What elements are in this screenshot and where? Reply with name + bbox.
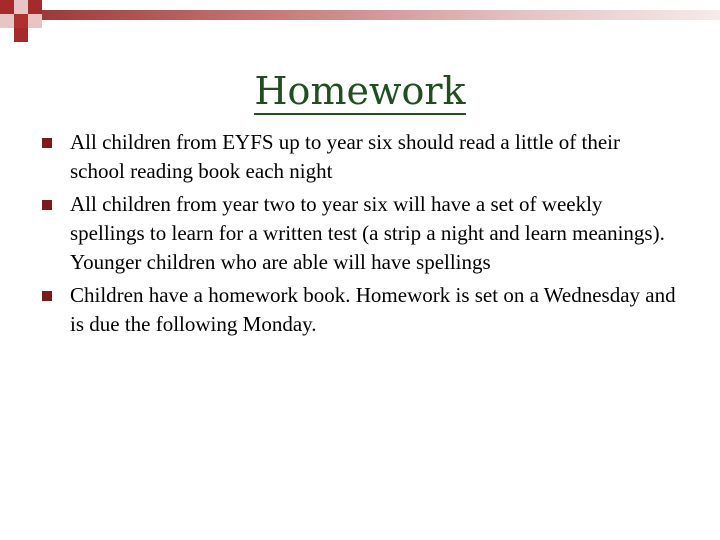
- bullet-text: All children from EYFS up to year six should read a little of their school reading book each night: [70, 130, 620, 183]
- decorative-square: [14, 14, 28, 28]
- decorative-header-bar: [42, 10, 720, 20]
- decorative-square: [28, 14, 42, 28]
- decorative-square: [0, 0, 14, 14]
- bullet-item-reading: [40, 128, 680, 186]
- bullet-text: Children have a homework book. Homework is set on a Wednesday and is due the following Monday.: [70, 283, 676, 336]
- decorative-square: [14, 0, 28, 14]
- slide-title: [0, 66, 720, 116]
- bullet-list: [40, 128, 680, 343]
- decorative-square: [28, 0, 42, 14]
- square-bullet-icon: [42, 291, 52, 301]
- decorative-square: [0, 14, 14, 28]
- decorative-square: [14, 28, 28, 42]
- square-bullet-icon: [42, 200, 52, 210]
- bullet-item-spellings: [40, 190, 680, 277]
- square-bullet-icon: [42, 138, 52, 148]
- bullet-text: All children from year two to year six will have a set of weekly spellings to learn for a written test (a strip a night and learn meanings). Younger children who are able will have spellings: [70, 192, 665, 274]
- slide-title-text: Homework: [254, 69, 466, 113]
- bullet-item-homework-book: [40, 281, 680, 339]
